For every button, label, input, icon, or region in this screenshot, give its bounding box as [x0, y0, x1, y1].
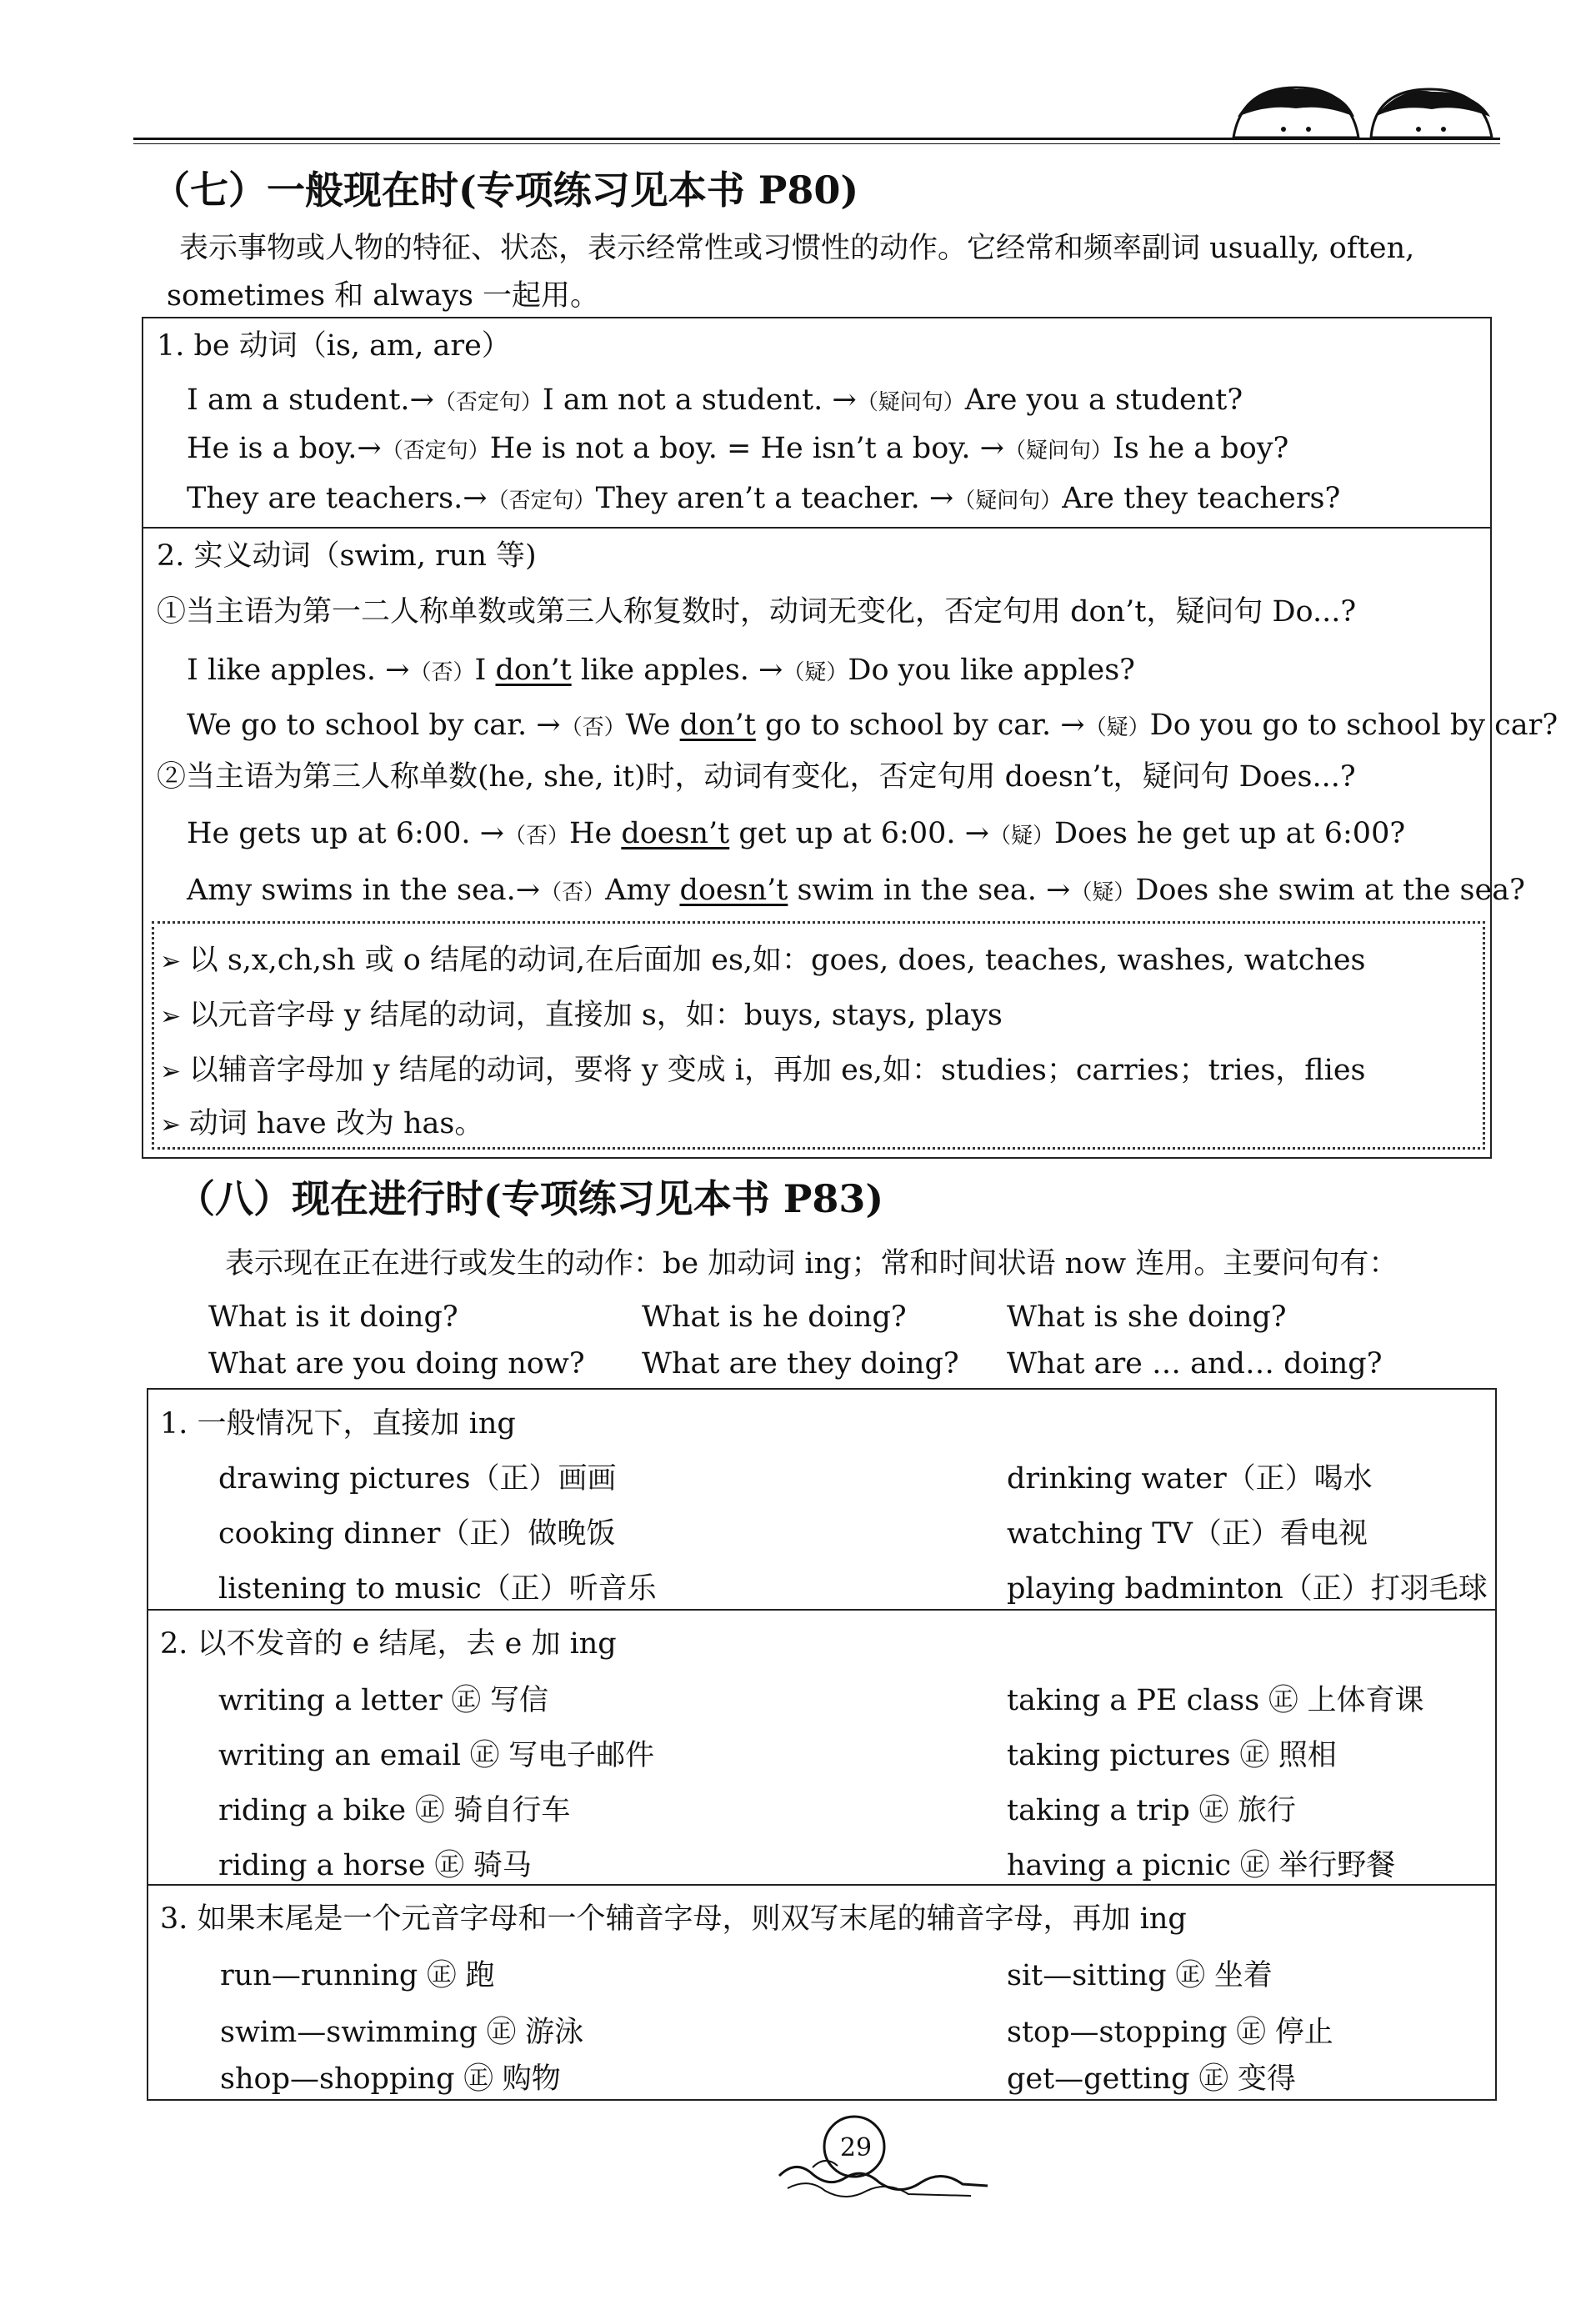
rule-text: 以元音字母 y 结尾的动词，直接加 s，如：buys, stays, plays	[188, 999, 1003, 1032]
g2-right-3: taking a trip ㊣ 旅行	[1007, 1794, 1297, 1827]
underlined-aux: don’t	[495, 654, 572, 687]
affirmative: I like apples. →	[187, 654, 410, 687]
affirmative: I am a student.→	[187, 383, 434, 417]
question: Is he a boy?	[1113, 432, 1289, 465]
g3-left-2: swim—swimming ㊣ 游泳	[220, 2016, 584, 2049]
question: Does he get up at 6:00?	[1053, 817, 1406, 850]
affirmative: He gets up at 6:00. →	[187, 817, 504, 850]
negative: I am not a student. →	[542, 383, 857, 417]
label-negative: （否）	[560, 715, 626, 740]
page-number: 29	[839, 2133, 873, 2162]
arrow-bullet-icon: ➢	[160, 1002, 189, 1031]
verb-example-3	[187, 815, 1405, 854]
question: Are they teachers?	[1062, 482, 1341, 515]
question-3: What is she doing?	[1007, 1300, 1287, 1334]
label-question: （疑问句）	[856, 390, 965, 415]
group-1-heading: 1. 一般情况下，直接加 ing	[160, 1407, 516, 1441]
be-example-1	[187, 382, 1243, 421]
group-3-heading: 3. 如果末尾是一个元音字母和一个辅音字母，则双写末尾的辅音字母，再加 ing	[160, 1902, 1187, 1936]
label-question: （疑问句）	[1004, 438, 1113, 464]
section-7-title: （七）一般现在时(专项练习见本书 P80)	[152, 168, 859, 213]
text: I	[474, 654, 496, 687]
label-question: （疑）	[783, 660, 848, 685]
spelling-rule-2	[160, 997, 1003, 1035]
g1-right-3: playing badminton（正）打羽毛球	[1007, 1572, 1488, 1606]
underlined-aux: doesn’t	[679, 874, 788, 907]
section-8-intro: 表示现在正在进行或发生的动作：be 加动词 ing；常和时间状语 now 连用。主要问句有：	[225, 1247, 1398, 1280]
spelling-rule-1	[160, 942, 1366, 980]
question: Does she swim at the sea?	[1135, 874, 1525, 907]
divider	[142, 527, 1492, 529]
text: like apples. →	[571, 654, 783, 687]
rule-text: 以 s,x,ch,sh 或 o 结尾的动词,在后面加 es,如：goes, does, teaches, washes, watches	[188, 944, 1366, 977]
question-2: What is he doing?	[642, 1300, 907, 1334]
negative: He is not a boy. = He isn’t a boy. →	[489, 432, 1004, 465]
be-example-2	[187, 430, 1288, 469]
text: We	[625, 709, 680, 742]
rule-2: ②当主语为第三人称单数(he, she, it)时，动词有变化，否定句用 doesn’t，疑问句 Does...?	[157, 760, 1356, 794]
rule-1: ①当主语为第一二人称单数或第三人称复数时，动词无变化，否定句用 don’t，疑问句 Do...?	[157, 595, 1357, 629]
question: Are you a student?	[964, 383, 1243, 417]
g2-right-2: taking pictures ㊣ 照相	[1007, 1739, 1337, 1772]
g1-left-2: cooking dinner（正）做晚饭	[218, 1517, 616, 1551]
text: He	[568, 817, 622, 850]
g2-right-4: having a picnic ㊣ 举行野餐	[1007, 1849, 1396, 1882]
question: Do you go to school by car?	[1149, 709, 1558, 742]
verb-example-1	[187, 652, 1135, 691]
question-5: What are they doing?	[642, 1347, 959, 1380]
divider	[147, 1609, 1497, 1611]
action-verb-heading: 2. 实义动词（swim, run 等)	[157, 539, 537, 573]
affirmative: He is a boy.→	[187, 432, 382, 465]
g2-left-4: riding a horse ㊣ 骑马	[218, 1849, 532, 1882]
g1-left-1: drawing pictures（正）画画	[218, 1462, 617, 1496]
label-negative: （否）	[540, 880, 606, 905]
spelling-rule-4	[160, 1105, 483, 1144]
g1-left-3: listening to music（正）听音乐	[218, 1572, 657, 1606]
group-2-heading: 2. 以不发音的 e 结尾，去 e 加 ing	[160, 1627, 617, 1661]
label-negative: （否）	[503, 824, 569, 849]
label-question: （疑）	[1084, 715, 1150, 740]
underlined-aux: don’t	[679, 709, 756, 742]
question-4: What are you doing now?	[208, 1347, 585, 1380]
question-1: What is it doing?	[208, 1300, 458, 1334]
text: swim in the sea. →	[788, 874, 1071, 907]
section-7-intro-2: sometimes 和 always 一起用。	[167, 279, 600, 313]
verb-example-4	[187, 872, 1525, 911]
underlined-aux: doesn’t	[621, 817, 730, 850]
be-example-3	[187, 480, 1340, 519]
label-negative: （否定句）	[487, 489, 596, 514]
text: get up at 6:00. →	[729, 817, 989, 850]
g2-left-2: writing an email ㊣ 写电子邮件	[218, 1739, 655, 1772]
label-question: （疑）	[988, 824, 1054, 849]
rule-text: 以辅音字母加 y 结尾的动词，要将 y 变成 i，再加 es,如：studies；carries；tries，flies	[188, 1054, 1366, 1087]
affirmative: They are teachers.→	[187, 482, 488, 515]
cloud-ornament-icon	[763, 2109, 996, 2209]
spelling-rule-3	[160, 1052, 1366, 1090]
g3-right-3: get—getting ㊣ 变得	[1007, 2062, 1296, 2096]
divider	[147, 1884, 1497, 1886]
g2-left-3: riding a bike ㊣ 骑自行车	[218, 1794, 571, 1827]
label-negative: （否）	[409, 660, 475, 685]
g2-right-1: taking a PE class ㊣ 上体育课	[1007, 1684, 1424, 1717]
arrow-bullet-icon: ➢	[160, 947, 189, 976]
affirmative: Amy swims in the sea.→	[187, 874, 541, 907]
g1-right-1: drinking water（正）喝水	[1007, 1462, 1373, 1496]
label-question: （疑）	[1070, 880, 1136, 905]
section-8-title: （八）现在进行时(专项练习见本书 P83)	[177, 1176, 884, 1221]
label-question: （疑问句）	[953, 489, 1063, 514]
verb-example-2	[187, 707, 1558, 746]
arrow-bullet-icon: ➢	[160, 1110, 189, 1140]
g3-left-3: shop—shopping ㊣ 购物	[220, 2062, 561, 2096]
label-negative: （否定句）	[381, 438, 490, 464]
header-rule-thin	[133, 143, 1500, 144]
g3-right-1: sit—sitting ㊣ 坐着	[1007, 1959, 1273, 1992]
g1-right-2: watching TV（正）看电视	[1007, 1517, 1368, 1551]
section-7-intro-1: 表示事物或人物的特征、状态，表示经常性或习惯性的动作。它经常和频率副词 usually, often,	[179, 232, 1415, 265]
cartoon-heads-icon	[1225, 79, 1500, 142]
question-6: What are … and… doing?	[1007, 1347, 1383, 1380]
g2-left-1: writing a letter ㊣ 写信	[218, 1684, 548, 1717]
label-negative: （否定句）	[433, 390, 543, 415]
affirmative: We go to school by car. →	[187, 709, 561, 742]
text: go to school by car. →	[755, 709, 1085, 742]
g3-right-2: stop—stopping ㊣ 停止	[1007, 2016, 1333, 2049]
be-verb-heading: 1. be 动词（is, am, are）	[157, 329, 511, 363]
rule-text: 动词 have 改为 has。	[188, 1107, 484, 1140]
g3-left-1: run—running ㊣ 跑	[220, 1959, 495, 1992]
text: Amy	[605, 874, 680, 907]
negative: They aren’t a teacher. →	[595, 482, 954, 515]
arrow-bullet-icon: ➢	[160, 1057, 189, 1086]
question: Do you like apples?	[848, 654, 1135, 687]
